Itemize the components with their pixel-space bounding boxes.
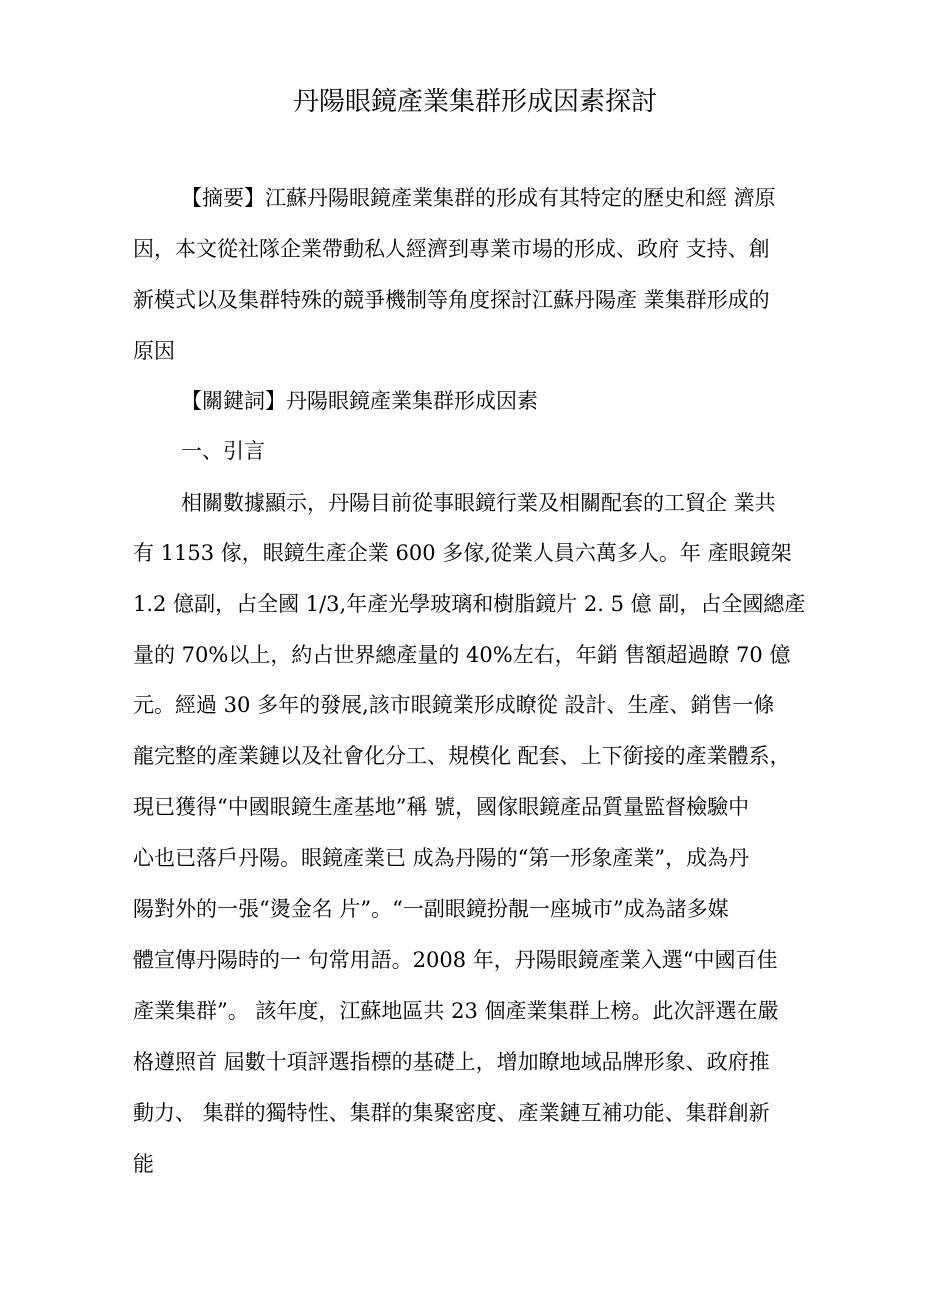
abstract-line: 新模式以及集群特殊的競爭機制等角度探討江蘇丹陽產 業集群形成的 bbox=[133, 288, 770, 312]
body-line: 元。經過 30 多年的發展,該市眼鏡業形成瞭從 設計、生產、銷售一條 bbox=[133, 693, 775, 717]
body-line: 心也已落戶丹陽。眼鏡產業已 成為丹陽的“第一形象產業”，成為丹 bbox=[133, 846, 750, 870]
body-line: 相關數據顯示，丹陽目前從事眼鏡行業及相關配套的工貿企 業共 bbox=[181, 491, 776, 515]
body-line: 1.2 億副，占全國 1/3,年產光學玻璃和樹脂鏡片 2. 5 億 副，占全國總產 bbox=[133, 592, 806, 616]
abstract-line: 原因 bbox=[133, 339, 175, 363]
body-line: 能 bbox=[133, 1152, 154, 1176]
body-line: 動力、 集群的獨特性、集群的集聚密度、產業鏈互補功能、集群創新 bbox=[133, 1101, 770, 1125]
document-title: 丹陽眼鏡產業集群形成因素探討 bbox=[292, 87, 657, 117]
body-line: 格遵照首 屆數十項評選指標的基礎上，增加瞭地域品牌形象、政府推 bbox=[133, 1050, 770, 1074]
keywords: 【關鍵詞】丹陽眼鏡產業集群形成因素 bbox=[181, 389, 538, 413]
body-line: 量的 70%以上，約占世界總產量的 40%左右，年銷 售額超過瞭 70 億 bbox=[133, 643, 791, 667]
body-line: 有 1153 傢，眼鏡生產企業 600 多傢,從業人員六萬多人。年 產眼鏡架 bbox=[133, 541, 792, 565]
body-line: 體宣傳丹陽時的一 句常用語。2008 年，丹陽眼鏡產業入選“中國百佳 bbox=[133, 948, 778, 972]
section-heading: 一、引言 bbox=[181, 439, 265, 463]
abstract-line: 因，本文從社隊企業帶動私人經濟到專業市場的形成、政府 支持、創 bbox=[133, 237, 770, 261]
body-line: 陽對外的一張“燙金名 片”。“一副眼鏡扮靚一座城市”成為諸多媒 bbox=[133, 897, 729, 921]
body-line: 現已獲得“中國眼鏡生產基地”稱 號，國傢眼鏡產品質量監督檢驗中 bbox=[133, 795, 750, 819]
abstract-line: 【摘要】江蘇丹陽眼鏡產業集群的形成有其特定的歷史和經 濟原 bbox=[181, 186, 776, 210]
body-line: 產業集群”。 該年度，江蘇地區共 23 個產業集群上榜。此次評選在嚴 bbox=[133, 999, 779, 1023]
body-line: 龍完整的產業鏈以及社會化分工、規模化 配套、上下銜接的產業體系， bbox=[133, 744, 791, 768]
